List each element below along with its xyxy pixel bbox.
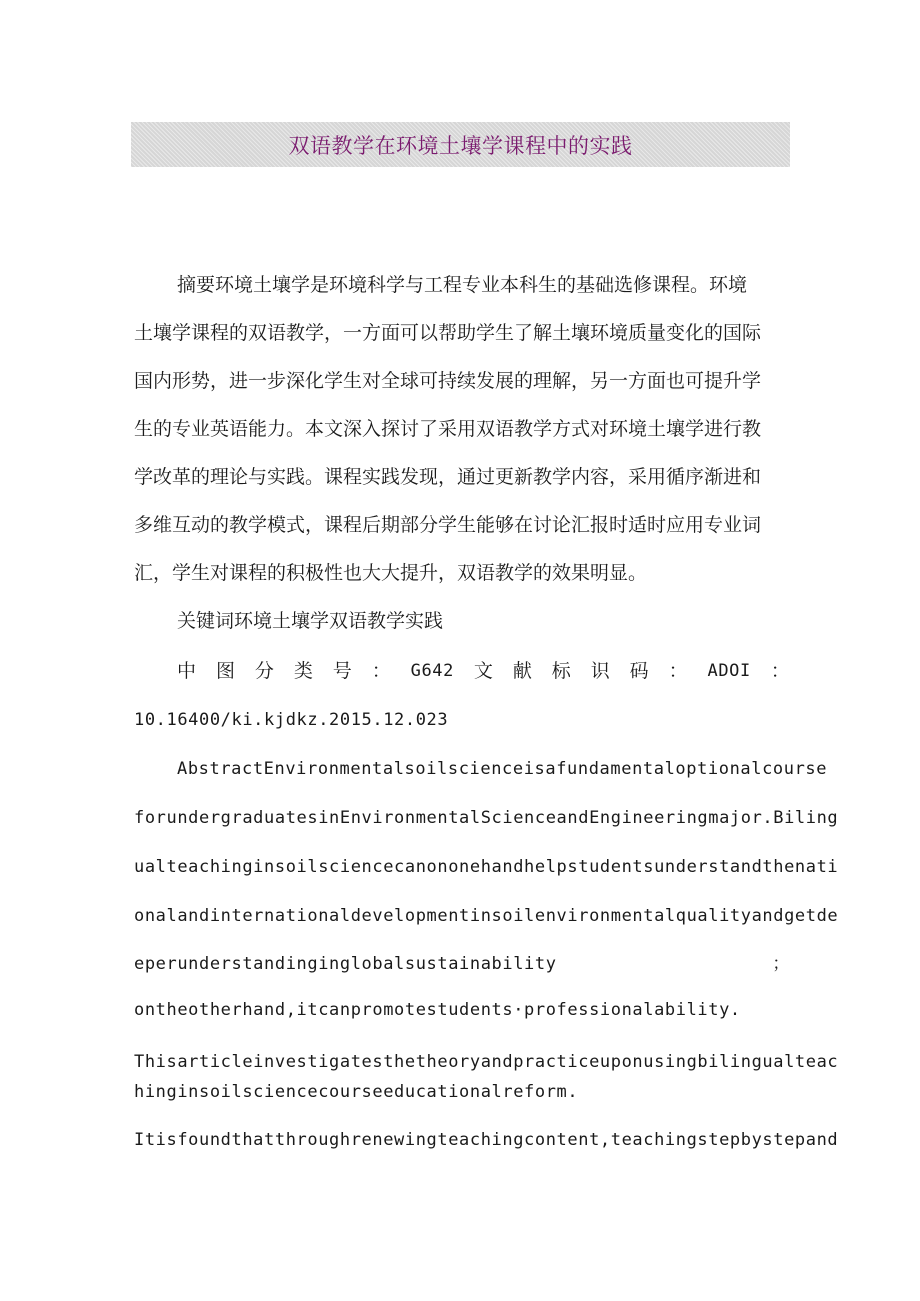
abstract-cn-line: 学改革的理论与实践。课程实践发现，通过更新教学内容，采用循序渐进和 [134,466,762,488]
abstract-en-segment: eperunderstandinginglobalsustainability [134,954,557,974]
doi: 10.16400/ki.kjdkz.2015.12.023 [134,710,449,730]
keywords: 关键词环境土壤学双语教学实践 [177,610,444,632]
classification-token: 识 [590,660,610,682]
classification-token: 类 [293,660,313,682]
document-code: ADOI [707,661,751,681]
abstract-cn-line: 生的专业英语能力。本文深入探讨了采用双语教学方式对环境土壤学进行教 [134,418,762,440]
classification-token: 中 [177,660,197,682]
classification-number: G642 [410,661,454,681]
abstract-cn-line: 多维互动的教学模式，课程后期部分学生能够在讨论汇报时适时应用专业词 [134,514,762,536]
abstract-en-line: hinginsoilsciencecourseeducationalreform. [134,1082,579,1102]
title-banner [131,122,790,167]
abstract-cn-line: 汇，学生对课程的积极性也大大提升，双语教学的效果明显。 [134,562,648,584]
semicolon: ； [772,954,790,974]
classification-token: 标 [551,660,571,682]
abstract-en-line [134,952,790,976]
classification-token: ： [668,660,688,682]
classification-token: 图 [215,660,235,682]
abstract-en-line: onalandinternationaldevelopmentinsoilenvironmentalqualityandgetde [134,906,839,926]
classification-token: 分 [254,660,274,682]
abstract-en-line: ontheotherhand,itcanpromotestudents·professionalability. [134,1000,741,1020]
abstract-cn-line: 土壤学课程的双语教学，一方面可以帮助学生了解土壤环境质量变化的国际 [134,322,762,344]
classification-token: 码 [629,660,649,682]
classification-token: 文 [473,660,493,682]
abstract-en-line: ualteachinginsoilsciencecanononehandhelpstudentsunderstandthenati [134,857,839,877]
abstract-en-line: forundergraduatesinEnvironmentalScienceandEngineeringmajor.Biling [134,808,839,828]
abstract-cn-line: 摘要环境土壤学是环境科学与工程专业本科生的基础选修课程。环境 [177,274,748,296]
page-title: 双语教学在环境土壤学课程中的实践 [288,133,633,158]
abstract-en-line: AbstractEnvironmentalsoilscienceisafundamentaloptionalcourse [177,759,828,779]
abstract-en-line: Thisarticleinvestigatesthetheoryandpracticeuponusingbilingualteac [134,1052,839,1072]
classification-token: ： [371,660,391,682]
classification-token: 献 [512,660,532,682]
abstract-en-line: Itisfoundthatthroughrenewingteachingcontent,teachingstepbystepand [134,1130,839,1150]
classification-token: ： [770,660,790,682]
classification-token: 号 [332,660,352,682]
classification-row [177,659,790,683]
abstract-cn-line: 国内形势，进一步深化学生对全球可持续发展的理解，另一方面也可提升学 [134,370,762,392]
